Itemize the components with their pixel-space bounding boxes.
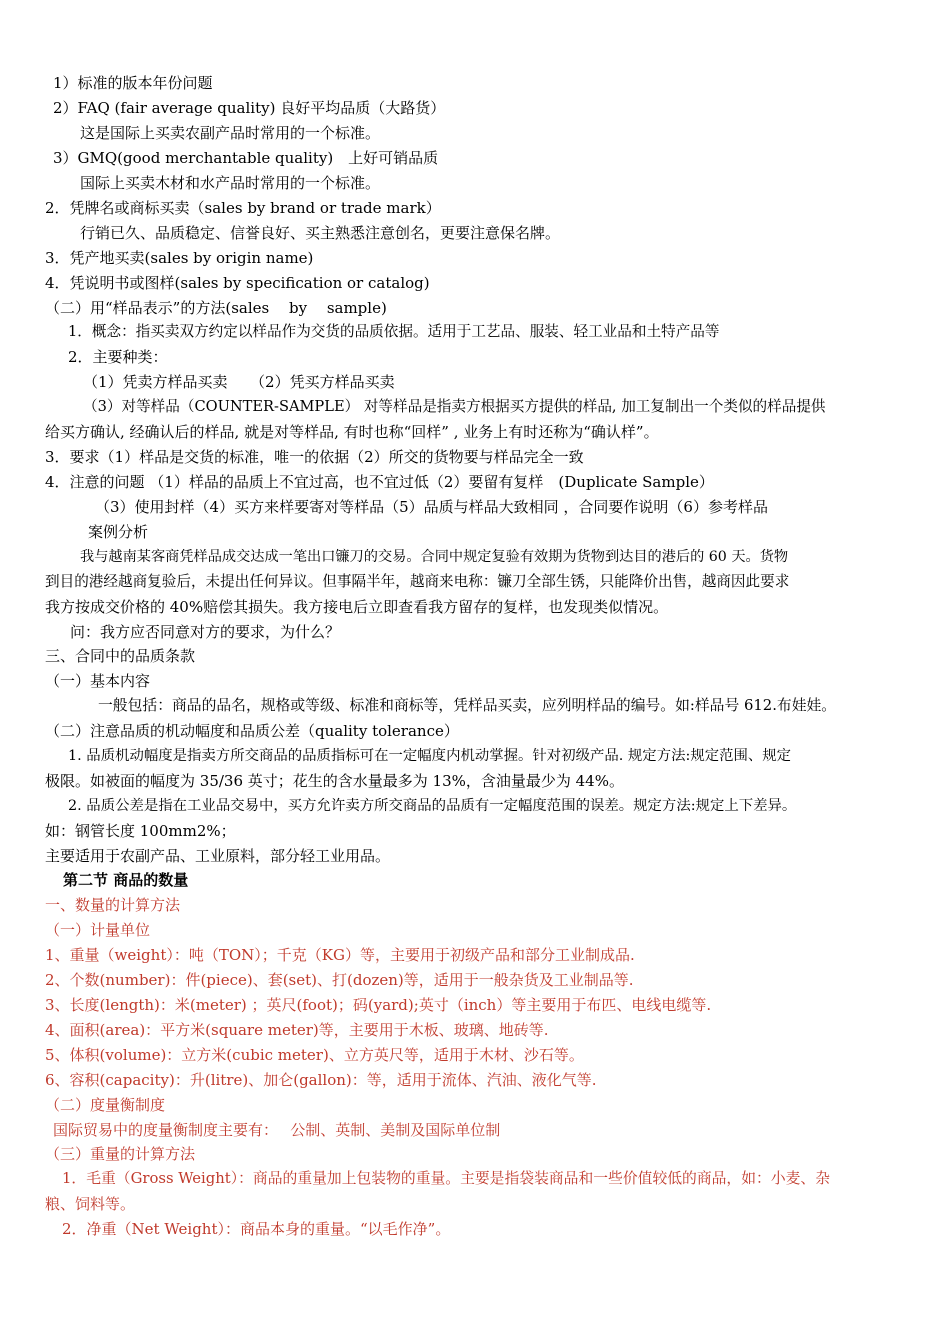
- text-line: 4、面积(area)：平方米(square meter)等，主要用于木板、玻璃、地砖等.: [45, 1021, 549, 1039]
- text-line: （二）用“样品表示”的方法(sales by sample): [45, 299, 387, 317]
- text-line: 极限。如被面的幅度为 35/36 英寸；花生的含水量最多为 13%，含油量最少为 44%。: [45, 772, 624, 790]
- text-line: 如：钢管长度 100mm2%；: [45, 822, 236, 840]
- text-line: 1．概念：指买卖双方约定以样品作为交货的品质依据。适用于工艺品、服装、轻工业品和土特产品等: [68, 323, 720, 340]
- text-line: 4．注意的问题 （1）样品的品质上不宜过高，也不宜过低（2）要留有复样 (Duplicate Sample）: [45, 473, 714, 491]
- text-line: 2、个数(number)：件(piece)、套(set)、打(dozen)等，适用于一般杂货及工业制品等.: [45, 971, 634, 989]
- text-line: 到目的港经越商复验后，未提出任何异议。但事隔半年，越商来电称：镰刀全部生锈，只能降价出售，越商因此要求: [45, 573, 790, 590]
- text-line: （一）计量单位: [45, 921, 151, 939]
- text-line: 6、容积(capacity)：升(litre)、加仑(gallon)：等，适用于流体、汽油、液化气等.: [45, 1071, 597, 1089]
- text-line: （二）度量衡制度: [45, 1096, 166, 1114]
- text-line: 案例分析: [88, 523, 149, 541]
- text-line: 4．凭说明书或图样(sales by specification or catalog): [45, 274, 430, 292]
- text-line: （3）使用封样（4）买方来样要寄对等样品（5）品质与样品大致相同 ，合同要作说明（6）参考样品: [95, 498, 768, 516]
- text-line: （一）基本内容: [45, 672, 151, 690]
- text-line: 2．净重（Net Weight）：商品本身的重量。“以毛作净”。: [62, 1220, 451, 1238]
- text-line: 三、合同中的品质条款: [45, 647, 196, 665]
- text-line: 3．凭产地买卖(sales by origin name): [45, 249, 314, 267]
- text-line: 国际上买卖木材和水产品时常用的一个标准。: [80, 174, 381, 192]
- text-line: （二）注意品质的机动幅度和品质公差（quality tolerance）: [45, 722, 459, 740]
- text-line: （3）对等样品（COUNTER-SAMPLE） 对等样品是指卖方根据买方提供的样品, 加工复制出一个类似的样品提供: [83, 398, 826, 415]
- text-line: 2．主要种类：: [68, 348, 168, 366]
- text-line: 5、体积(volume)：立方米(cubic meter)、立方英尺等，适用于木材、沙石等。: [45, 1046, 584, 1064]
- text-line: 3）GMQ(good merchantable quality) 上好可销品质: [53, 149, 439, 167]
- text-line: 1. 品质机动幅度是指卖方所交商品的品质指标可在一定幅度内机动掌握。针对初级产品. 规定方法:规定范围、规定: [68, 748, 792, 764]
- text-line: 我方按成交价格的 40%赔偿其损失。我方接电后立即查看我方留存的复样，也发现类似情况。: [45, 598, 669, 616]
- text-line: 问：我方应否同意对方的要求，为什么？: [70, 623, 341, 641]
- text-line: 1．毛重（Gross Weight）：商品的重量加上包装物的重量。主要是指袋装商品和一些价值较低的商品，如：小麦、杂: [62, 1170, 831, 1187]
- text-line: 3．要求（1）样品是交货的标准，唯一的依据（2）所交的货物要与样品完全一致: [45, 448, 584, 466]
- text-line: 主要适用于农副产品、工业原料，部分轻工业用品。: [45, 847, 391, 865]
- text-line: 我与越南某客商凭样品成交达成一笔出口镰刀的交易。合同中规定复验有效期为货物到达目的港后的 60 天。货物: [80, 549, 789, 565]
- text-line: 2. 品质公差是指在工业品交易中，买方允许卖方所交商品的品质有一定幅度范围的误差。规定方法:规定上下差异。: [68, 798, 797, 814]
- text-line: 粮、饲料等。: [45, 1195, 136, 1213]
- text-line: （1）凭卖方样品买卖 （2）凭买方样品买卖: [83, 373, 395, 391]
- text-line: （三）重量的计算方法: [45, 1145, 196, 1163]
- text-line: 一、数量的计算方法: [45, 896, 181, 914]
- text-line: 1）标准的版本年份问题: [53, 74, 213, 92]
- text-line: 2．凭牌名或商标买卖（sales by brand or trade mark）: [45, 199, 441, 217]
- text-line: 这是国际上买卖农副产品时常用的一个标准。: [80, 124, 381, 142]
- text-line: 3、长度(length)：米(meter) ；英尺(foot)；码(yard);英寸（inch）等主要用于布匹、电线电缆等.: [45, 996, 712, 1014]
- text-line: 行销已久、品质稳定、信誉良好、买主熟悉注意创名，更要注意保名牌。: [80, 224, 561, 242]
- text-line: 给买方确认, 经确认后的样品, 就是对等样品, 有时也称“回样” , 业务上有时还称为“确认样”。: [45, 423, 659, 441]
- text-line: 2）FAQ (fair average quality) 良好平均品质（大路货）: [53, 99, 446, 117]
- text-line: 1、重量（weight）：吨（TON）；千克（KG）等，主要用于初级产品和部分工业制成品.: [45, 946, 635, 964]
- text-line: 国际贸易中的度量衡制度主要有： 公制、英制、美制及国际单位制: [53, 1121, 501, 1139]
- text-line: 一般包括：商品的品名，规格或等级、标准和商标等，凭样品买卖，应列明样品的编号。如:样品号 612.布娃娃。: [98, 697, 837, 714]
- section-heading: 第二节 商品的数量: [63, 871, 189, 889]
